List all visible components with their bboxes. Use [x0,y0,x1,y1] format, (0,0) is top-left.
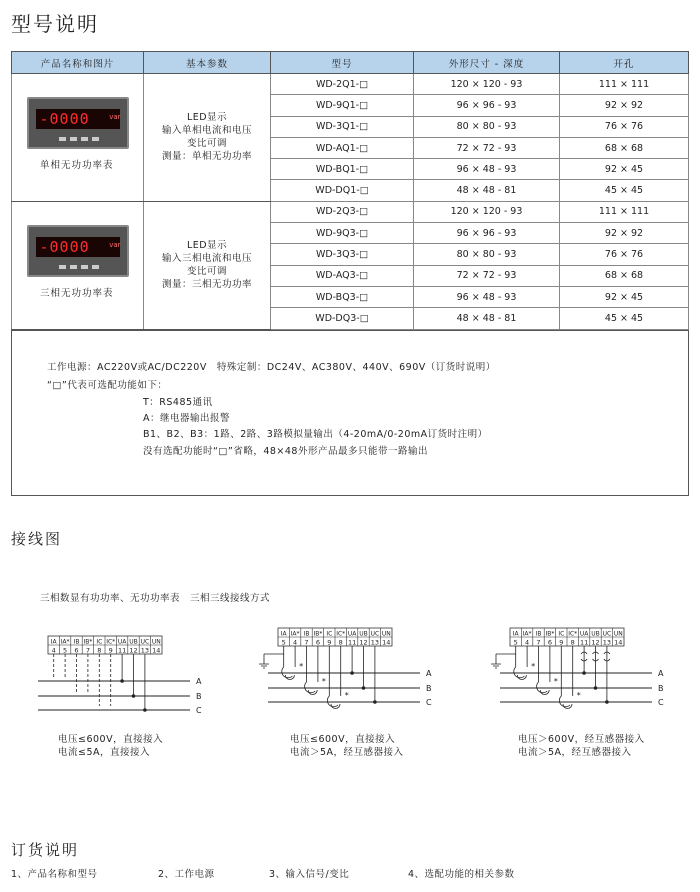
cell-cutout: 45 × 45 [560,180,689,201]
terminal-number: 4 [293,638,298,647]
terminal-number: 5 [513,638,518,647]
meter-unit: var [109,240,121,249]
terminal-label: IA* [60,638,70,646]
note-option-t: T：RS485通讯 [143,397,213,408]
terminal-label: IA* [290,630,300,638]
cell-size: 96 × 96 - 93 [414,223,560,244]
meter-display: -0000 [36,109,120,129]
phase-label-A: A [426,669,432,678]
header-product: 产品名称和图片 [12,52,144,74]
terminal-label: IC* [568,630,578,638]
notes-box [11,330,689,496]
cell-cutout: 76 × 76 [560,116,689,137]
meter-buttons [59,133,103,144]
junction-dot [350,671,354,675]
cell-cutout: 45 × 45 [560,308,689,329]
ct-polarity-mark: * [321,677,326,686]
cell-model: WD-2Q1-□ [271,74,414,95]
terminal-number: 9 [108,646,113,655]
param-line: 变比可调 [186,266,227,278]
wiring-caption-3-current: 电流＞5A，经互感器接入 [518,747,632,758]
wiring-caption-1-voltage: 电压≤600V，直接接入 [58,734,164,745]
terminal-label: UA [347,630,357,638]
cell-model: WD-3Q1-□ [271,116,414,137]
terminal-number: 14 [152,646,161,655]
terminal-number: 6 [315,638,320,647]
junction-dot [594,686,598,690]
junction-dot [582,671,586,675]
phase-label-C: C [658,698,664,707]
terminal-number: 6 [547,638,552,647]
product-cell [12,74,144,202]
cell-model: WD-DQ3-□ [271,308,414,329]
terminal-label: UA [579,630,589,638]
ct-polarity-mark: * [299,662,304,671]
cell-model: WD-BQ3-□ [271,286,414,307]
phase-label-C: C [196,706,202,715]
terminal-label: UN [381,630,391,638]
cell-cutout: 111 × 111 [560,201,689,222]
order-item-1: 1、产品名称和型号 [11,869,98,880]
terminal-label: IB* [313,630,323,638]
meter-image [27,225,129,277]
terminal-label: IA [280,630,287,638]
terminal-number: 7 [85,646,90,655]
cell-model: WD-BQ1-□ [271,159,414,180]
terminal-number: 5 [63,646,68,655]
terminal-label: UN [613,630,623,638]
param-line: 测量：三相无功功率 [161,279,252,291]
junction-dot [605,700,609,704]
cell-cutout: 92 × 45 [560,159,689,180]
terminal-label: IB [303,630,310,638]
cell-size: 48 × 48 - 81 [414,180,560,201]
ct-polarity-mark: * [531,662,536,671]
terminal-label: IB [535,630,542,638]
terminal-number: 8 [570,638,575,647]
terminal-number: 13 [370,638,380,647]
terminal-number: 9 [327,638,332,647]
wiring-caption-3-voltage: 电压＞600V，经互感器接入 [518,734,645,745]
junction-dot [362,686,366,690]
phase-label-B: B [426,684,432,693]
terminal-number: 5 [281,638,286,647]
cell-cutout: 92 × 45 [560,286,689,307]
terminal-label: IC [326,630,333,638]
note-power: 工作电源：AC220V或AC/DC220V 特殊定制：DC24V、AC380V、440V、690V（订货时说明） [47,362,496,373]
current-wire [99,654,110,706]
section-title-wiring: 接线图 [11,530,63,548]
terminal-label: UN [151,638,161,646]
order-item-2: 2、工作电源 [158,869,215,880]
terminal-number: 13 [602,638,612,647]
param-line: LED显示 [186,112,228,124]
phase-label-A: A [658,669,664,678]
table-header-row [12,52,689,74]
meter-unit: var [109,113,121,121]
cell-size: 48 × 48 - 81 [414,308,560,329]
terminal-label: IC [558,630,565,638]
note-option-none: 没有选配功能时“□”省略，48×48外形产品最多只能带一路输出 [143,446,428,457]
terminal-label: UB [591,630,600,638]
cell-cutout: 68 × 68 [560,137,689,158]
params-cell [144,201,271,329]
cell-model: WD-9Q1-□ [271,95,414,116]
phase-label-B: B [196,692,202,701]
terminal-label: UC [370,630,380,638]
terminal-label: IB* [83,638,93,646]
terminal-number: 4 [51,646,56,655]
current-wire [77,654,88,692]
cell-size: 72 × 72 - 93 [414,265,560,286]
section-title-model: 型号说明 [11,12,99,36]
terminal-number: 12 [129,646,138,655]
header-model: 型号 [271,52,414,74]
header-cutout: 开孔 [560,52,689,74]
terminal-label: IC [96,638,103,646]
terminal-label: UC [140,638,150,646]
param-line: LED显示 [186,240,228,252]
cell-cutout: 111 × 111 [560,74,689,95]
terminal-label: IB [73,638,80,646]
ct-coil [305,646,318,693]
phase-label-A: A [196,677,202,686]
terminal-label: IA* [522,630,532,638]
ct-coil [537,646,550,693]
param-line: 输入单相电流和电压 [161,125,252,137]
cell-model: WD-DQ1-□ [271,180,414,201]
ct-polarity-mark: * [576,691,581,700]
wiring-caption-1-current: 电流≤5A，直接接入 [58,747,151,758]
order-item-3: 3、输入信号/变比 [269,869,350,880]
terminal-label: UC [602,630,612,638]
meter-buttons [59,261,103,272]
cell-size: 72 × 72 - 93 [414,137,560,158]
terminal-number: 14 [614,638,623,647]
cell-cutout: 68 × 68 [560,265,689,286]
cell-size: 96 × 96 - 93 [414,95,560,116]
ct-coil [327,646,340,707]
terminal-label: IC* [336,630,346,638]
table-row [12,201,689,222]
ct-polarity-mark: * [553,677,558,686]
terminal-number: 7 [304,638,309,647]
terminal-label: IC* [106,638,116,646]
wiring-caption-2-current: 电流＞5A，经互感器接入 [290,747,404,758]
terminal-number: 12 [359,638,368,647]
terminal-label: IA [50,638,57,646]
model-spec-table [11,51,689,330]
product-name: 单相无功功率表 [40,160,114,171]
terminal-number: 8 [97,646,102,655]
wiring-caption-2 [290,733,404,759]
note-option-a: A：继电器输出报警 [143,413,230,424]
cell-size: 80 × 80 - 93 [414,244,560,265]
param-line: 输入三相电流和电压 [161,253,252,265]
cell-size: 120 × 120 - 93 [414,74,560,95]
table-row [12,74,689,95]
header-size: 外形尺寸 - 深度 [414,52,560,74]
wiring-diagrams [0,622,700,742]
wiring-subtitle: 三相数显有功功率、无功功率表 三相三线接线方式 [40,593,271,604]
terminal-number: 9 [559,638,564,647]
param-line: 测量：单相无功功率 [161,151,252,163]
cell-model: WD-9Q3-□ [271,223,414,244]
cell-model: WD-AQ1-□ [271,137,414,158]
ground-icon [259,664,269,668]
terminal-number: 11 [117,646,127,655]
terminal-number: 4 [525,638,530,647]
terminal-label: UB [359,630,368,638]
junction-dot [132,694,136,698]
note-options-intro: “□”代表可选配功能如下： [47,380,168,391]
meter-display: -0000 [36,237,120,257]
cell-cutout: 92 × 92 [560,95,689,116]
cell-cutout: 76 × 76 [560,244,689,265]
terminal-number: 11 [347,638,357,647]
terminal-label: IB* [545,630,555,638]
cell-model: WD-3Q3-□ [271,244,414,265]
cell-size: 80 × 80 - 93 [414,116,560,137]
terminal-number: 13 [140,646,150,655]
wiring-caption-1 [58,733,163,759]
phase-label-C: C [426,698,432,707]
terminal-number: 6 [74,646,79,655]
product-name: 三相无功功率表 [40,287,114,299]
terminal-number: 7 [536,638,541,647]
terminal-number: 12 [591,638,600,647]
terminal-number: 8 [338,638,343,647]
terminal-label: UA [117,638,127,646]
terminal-label: IA [512,630,519,638]
terminal-number: 11 [579,638,589,647]
wiring-caption-3 [518,733,645,759]
current-wire [54,654,65,677]
ct-coil [559,646,572,707]
junction-dot [143,708,147,712]
junction-dot [120,679,124,683]
wiring-caption-2-voltage: 电压≤600V，直接接入 [290,734,396,745]
cell-model: WD-AQ3-□ [271,265,414,286]
section-title-order: 订货说明 [11,841,80,859]
params-cell [144,74,271,202]
cell-size: 96 × 48 - 93 [414,159,560,180]
ground-icon [491,664,501,668]
terminal-number: 14 [382,638,391,647]
note-option-b: B1、B2、B3：1路、2路、3路模拟量输出（4-20mA/0-20mA订货时注明） [143,429,488,440]
cell-model: WD-2Q3-□ [271,201,414,222]
terminal-label: UB [129,638,138,646]
param-line: 变比可调 [186,138,227,150]
ct-polarity-mark: * [344,691,349,700]
cell-size: 96 × 48 - 93 [414,286,560,307]
product-cell [12,201,144,329]
header-params: 基本参数 [144,52,271,74]
meter-image [27,97,129,149]
cell-cutout: 92 × 92 [560,223,689,244]
cell-size: 120 × 120 - 93 [414,201,560,222]
junction-dot [373,700,377,704]
phase-label-B: B [658,684,664,693]
order-item-4: 4、选配功能的相关参数 [408,869,515,880]
